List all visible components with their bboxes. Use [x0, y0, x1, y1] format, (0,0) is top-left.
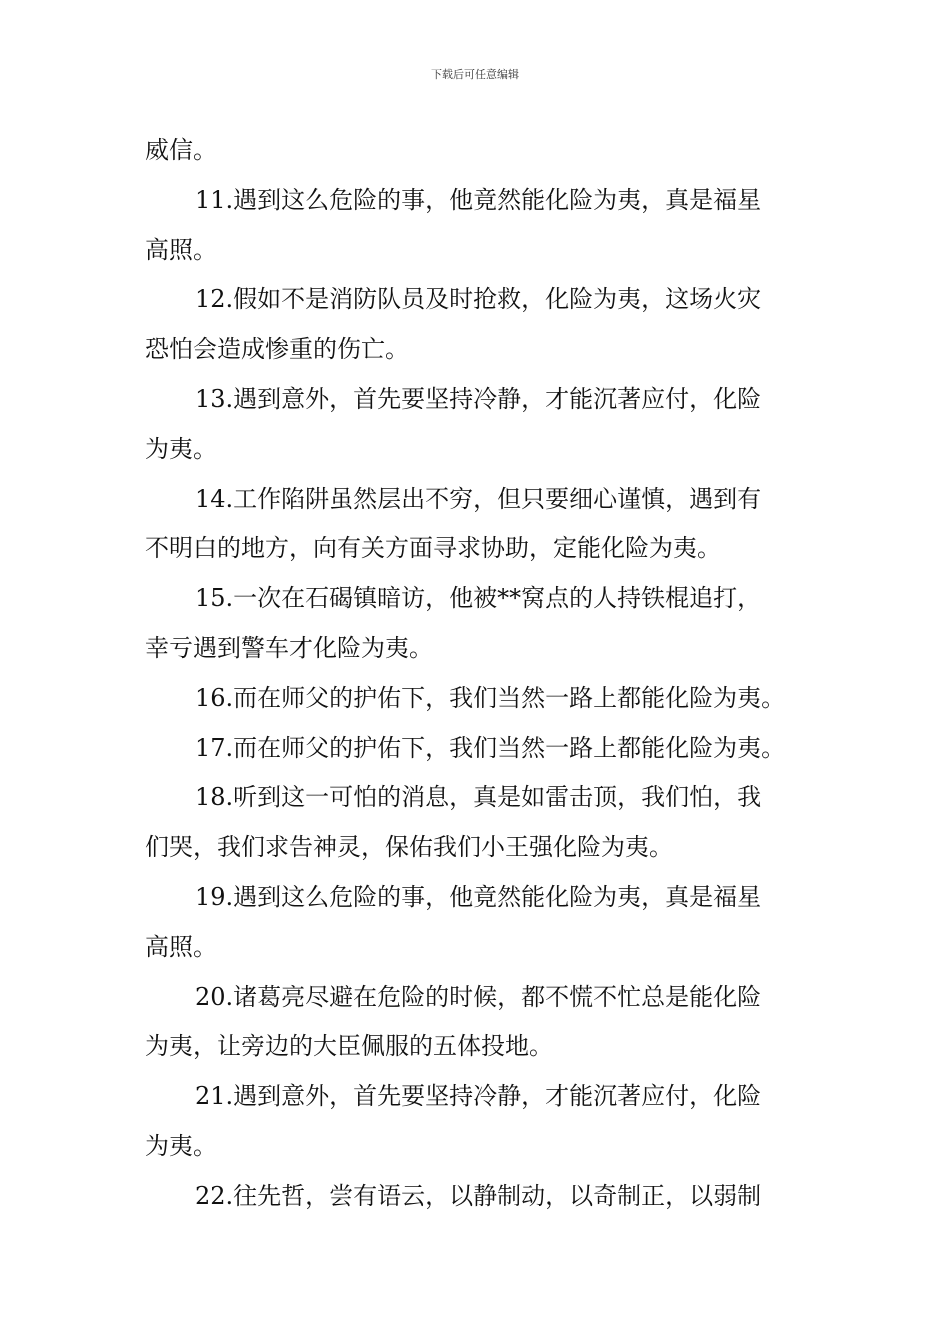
text-line: 幸亏遇到警车才化险为夷。 — [145, 634, 433, 662]
text-line: 高照。 — [145, 932, 217, 961]
text-line: 20.诸葛亮尽避在危险的时候，都不慌不忙总是能化险 — [195, 982, 762, 1011]
text-line: 不明白的地方，向有关方面寻求协助，定能化险为夷。 — [145, 534, 721, 563]
text-line: 12.假如不是消防队员及时抢救，化险为夷，这场火灾 — [195, 285, 762, 314]
text-line: 11.遇到这么危险的事，他竟然能化险为夷，真是福星 — [195, 185, 762, 214]
text-line: 恐怕会造成惨重的伤亡。 — [145, 335, 409, 364]
text-line: 高照。 — [145, 235, 217, 264]
text-line: 22.往先哲，尝有语云，以静制动，以奇制正，以弱制 — [195, 1181, 762, 1210]
text-line: 们哭，我们求告神灵，保佑我们小王强化险为夷。 — [145, 833, 673, 862]
text-line: 16.而在师父的护佑下，我们当然一路上都能化险为夷。 — [195, 683, 786, 712]
text-line: 17.而在师父的护佑下，我们当然一路上都能化险为夷。 — [195, 733, 786, 762]
text-line: 19.遇到这么危险的事，他竟然能化险为夷，真是福星 — [195, 883, 762, 911]
text-line: 为夷。 — [145, 1132, 217, 1160]
text-line: 为夷。 — [145, 434, 217, 463]
text-line: 15.一次在石碣镇暗访，他被**窝点的人持铁棍追打， — [195, 584, 762, 613]
text-line: 14.工作陷阱虽然层出不穷，但只要细心谨慎，遇到有 — [195, 484, 762, 513]
page-header: 下载后可任意编辑 — [431, 68, 519, 81]
text-line: 威信。 — [145, 136, 217, 164]
text-line: 为夷，让旁边的大臣佩服的五体投地。 — [145, 1032, 553, 1061]
text-line: 18.听到这一可怕的消息，真是如雷击顶，我们怕，我 — [195, 783, 762, 812]
text-line: 21.遇到意外，首先要坚持冷静，才能沉著应付，化险 — [195, 1082, 762, 1111]
text-line: 13.遇到意外，首先要坚持冷静，才能沉著应付，化险 — [195, 385, 762, 413]
